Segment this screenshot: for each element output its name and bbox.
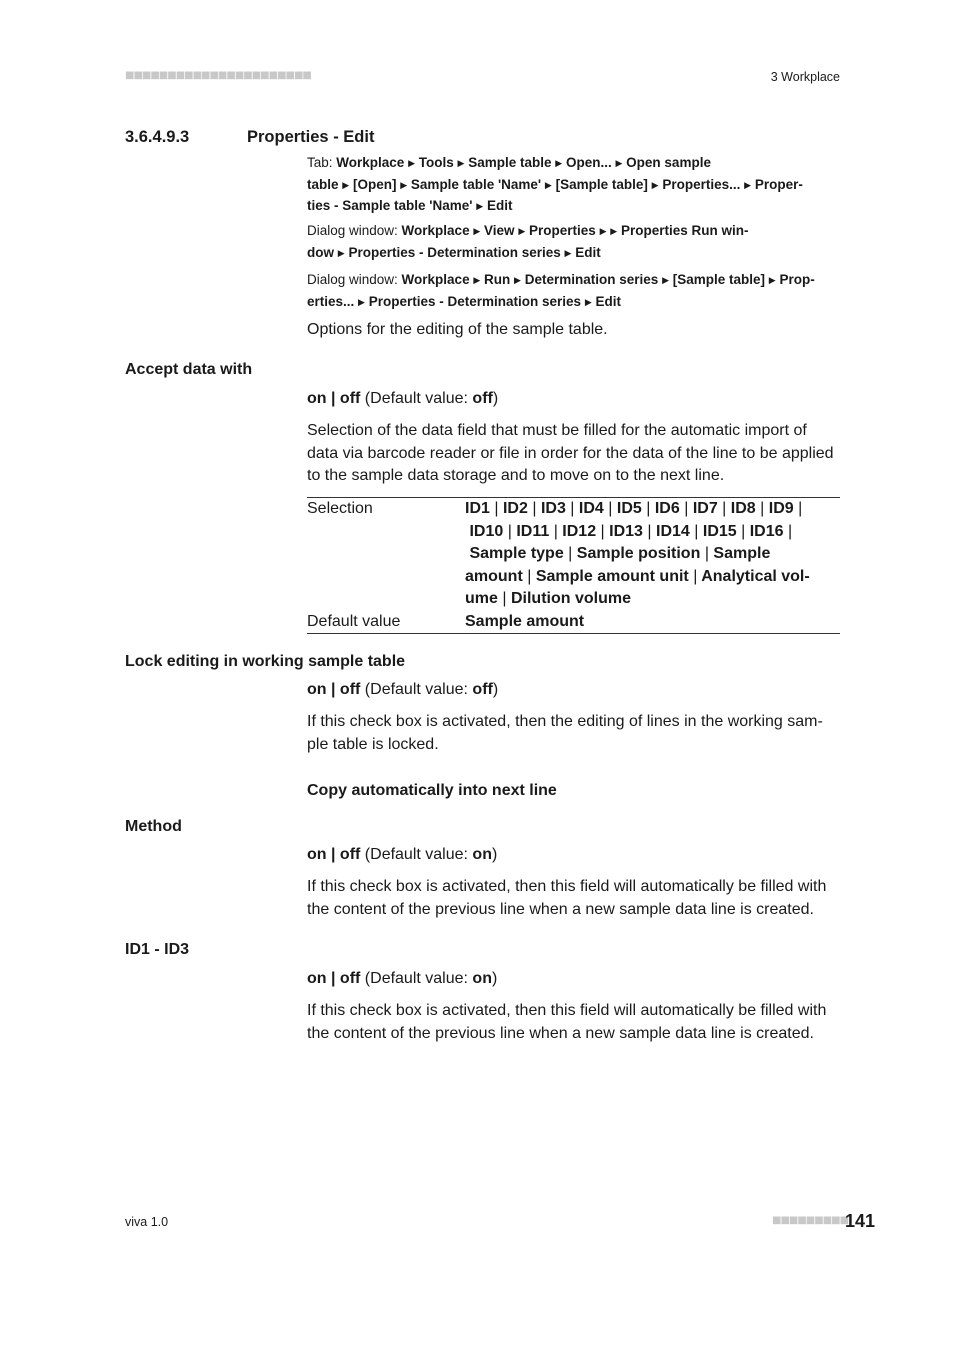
arrow-right-icon: ▶ [564, 247, 572, 258]
default-close: ) [492, 681, 499, 698]
option: ID9 [768, 500, 794, 517]
nav-item: table [307, 176, 339, 192]
table-key-selection: Selection [307, 500, 373, 517]
param-values-method [307, 844, 840, 867]
arrow-right-icon: ▶ [651, 179, 659, 190]
nav-line [307, 270, 840, 292]
arrow-right-icon: ▶ [342, 179, 350, 190]
nav-item: Properties [529, 223, 596, 238]
separator: | [532, 500, 537, 517]
param-title-lock: Lock editing in working sample table [125, 653, 406, 670]
selection-line [465, 521, 840, 544]
separator: | [600, 522, 605, 540]
nav-item: Workplace [401, 272, 470, 287]
nav-item: Edit [486, 198, 513, 213]
value-off: off [339, 390, 361, 407]
arrow-right-icon: ▶ [544, 179, 552, 190]
nav-item: Proper- [754, 176, 803, 192]
separator: | [760, 500, 765, 517]
separator: | [684, 500, 689, 517]
arrow-right-icon: ▶ [610, 226, 618, 236]
value-on: on [307, 681, 327, 698]
nav-item: Open... [565, 155, 612, 170]
default-prefix: (Default value: [360, 970, 473, 987]
arrow-right-icon: ▶ [473, 275, 481, 285]
option: Sample amount unit [535, 567, 689, 585]
nav-item: [Sample table] [555, 176, 648, 192]
page-number: 141 [845, 1211, 876, 1231]
option: ID4 [578, 500, 604, 517]
option: ID12 [562, 522, 597, 540]
nav-path-tab [307, 153, 840, 218]
nav-line [307, 153, 840, 175]
selection-line [465, 566, 840, 589]
option: Sample [713, 545, 771, 562]
default-prefix: (Default value: [360, 681, 473, 698]
param-values-lock [307, 679, 840, 702]
header-decoration: ■■■■■■■■■■■■■■■■■■■■■■ [125, 70, 311, 81]
arrow-right-icon: ▶ [476, 201, 484, 211]
param-values-id13 [307, 968, 840, 991]
nav-line [307, 221, 840, 243]
subsection-heading: Copy automatically into next line [307, 782, 557, 799]
default-close: ) [491, 970, 498, 987]
option: ID5 [616, 500, 642, 517]
separator: | [570, 500, 575, 517]
nav-item: Workplace [336, 155, 405, 170]
nav-item: Properties - Determination series [348, 244, 561, 260]
separator: | [693, 567, 698, 585]
param-desc-id13: If this check box is activated, then this field will automatically be filled with the content of the previous line when a new sample data line is created. [307, 1002, 827, 1042]
intro-text: Options for the editing of the sample table. [307, 321, 608, 338]
selection-table [307, 497, 840, 634]
arrow-right-icon: ▶ [400, 179, 408, 190]
default-prefix: (Default value: [360, 390, 473, 407]
nav-item: dow [307, 244, 334, 260]
nav-item: Properties - Determination series [368, 293, 582, 309]
param-desc-method: If this check box is activated, then this field will automatically be filled with the content of the previous line when a new sample data line is created. [307, 878, 827, 918]
nav-item: [Sample table] [672, 272, 766, 287]
table-row [307, 611, 840, 634]
nav-line [307, 196, 840, 218]
separator: | [527, 567, 532, 585]
option: Dilution volume [510, 590, 631, 607]
default-close: ) [492, 390, 499, 407]
separator: | [704, 545, 709, 562]
option: ID11 [516, 522, 550, 540]
footer-decoration: ■■■■■■■■■ [772, 1215, 849, 1226]
value-sep: | [326, 390, 340, 407]
option: amount [465, 567, 523, 585]
separator: | [507, 522, 512, 540]
nav-item: erties... [307, 293, 355, 309]
option: Sample type [469, 545, 564, 562]
default-value: off [472, 681, 493, 698]
nav-item: Edit [595, 293, 622, 309]
nav-path-dialog-run [307, 270, 840, 313]
separator: | [646, 500, 651, 517]
nav-item: Properties... [662, 176, 741, 192]
value-sep: | [326, 846, 340, 863]
arrow-right-icon: ▶ [518, 226, 526, 236]
table-value-selection [465, 498, 840, 611]
param-values-accept [307, 388, 840, 411]
param-desc-lock: If this check box is activated, then the editing of lines in the working sam-ple table is locked. [307, 713, 823, 753]
value-off: off [339, 681, 361, 698]
arrow-right-icon: ▶ [615, 158, 623, 168]
table-key-default: Default value [307, 612, 401, 630]
selection-line [465, 588, 840, 611]
nav-item: Prop- [779, 272, 815, 287]
value-on: on [307, 970, 327, 987]
arrow-right-icon: ▶ [457, 158, 465, 168]
separator: | [741, 522, 746, 540]
nav-line [307, 175, 840, 197]
option: ID8 [730, 500, 756, 517]
nav-prefix: Dialog window: [307, 223, 402, 238]
option: ID3 [540, 500, 566, 517]
default-prefix: (Default value: [360, 846, 473, 863]
param-desc-accept: Selection of the data field that must be filled for the automatic import of data via barcode reader or file in order for the data of the line to be applied to the sample data storage and to move on to the next line. [307, 422, 834, 484]
option: ID6 [654, 500, 680, 517]
value-on: on [307, 390, 327, 407]
nav-item: Properties Run win- [620, 223, 749, 238]
separator: | [608, 500, 613, 517]
arrow-right-icon: ▶ [744, 179, 752, 190]
nav-item: ties - Sample table 'Name' [307, 198, 473, 213]
option: ID15 [702, 522, 737, 540]
param-title-accept: Accept data with [125, 361, 253, 378]
option: ID14 [656, 522, 690, 540]
option: ID13 [609, 522, 643, 540]
option: ume [465, 590, 498, 607]
selection-line [465, 543, 840, 566]
nav-item: Tools [418, 155, 454, 170]
option: ID16 [749, 522, 784, 540]
separator: | [568, 545, 573, 562]
nav-item: Workplace [401, 223, 470, 238]
separator: | [647, 522, 652, 540]
arrow-right-icon: ▶ [358, 296, 365, 307]
nav-line [307, 243, 840, 265]
footer-product: viva 1.0 [125, 1215, 169, 1229]
separator: | [787, 522, 793, 540]
nav-item: Determination series [524, 272, 659, 287]
nav-prefix: Tab: [307, 155, 337, 170]
section-title: Properties - Edit [247, 128, 375, 146]
option: ID7 [692, 500, 718, 517]
arrow-right-icon: ▶ [662, 275, 669, 285]
table-row [307, 498, 840, 611]
chapter-header: 3 Workplace [770, 70, 840, 84]
nav-item: Run [484, 272, 511, 287]
nav-path-dialog-view [307, 221, 840, 264]
option: Sample position [576, 545, 701, 562]
arrow-right-icon: ▶ [768, 275, 776, 285]
arrow-right-icon: ▶ [514, 275, 521, 285]
separator: | [494, 500, 499, 517]
value-sep: | [326, 970, 340, 987]
arrow-right-icon: ▶ [473, 226, 481, 236]
default-value: off [472, 390, 493, 407]
separator: | [694, 522, 699, 540]
separator: | [502, 590, 507, 607]
nav-item: Open sample [626, 155, 711, 170]
value-sep: | [326, 681, 340, 698]
default-close: ) [491, 846, 498, 863]
arrow-right-icon: ▶ [408, 158, 415, 168]
nav-item: Sample table 'Name' [410, 176, 542, 192]
default-value: on [472, 970, 492, 987]
default-value: on [472, 846, 492, 863]
option: Analytical vol- [701, 567, 810, 585]
separator: | [798, 500, 803, 517]
separator: | [722, 500, 727, 517]
section-number: 3.6.4.9.3 [125, 128, 190, 146]
separator: | [553, 522, 558, 540]
option: ID10 [469, 522, 504, 540]
option: ID2 [502, 500, 528, 517]
value-on: on [307, 846, 327, 863]
nav-line [307, 292, 840, 314]
param-title-id13: ID1 - ID3 [125, 941, 190, 958]
arrow-right-icon: ▶ [584, 296, 592, 307]
nav-item: View [484, 223, 515, 238]
nav-prefix: Dialog window: [307, 272, 402, 287]
arrow-right-icon: ▶ [337, 247, 345, 258]
option: ID1 [465, 500, 490, 517]
nav-item: [Open] [352, 176, 397, 192]
arrow-right-icon: ▶ [599, 226, 607, 236]
arrow-right-icon: ▶ [555, 158, 563, 168]
nav-item: Sample table [468, 155, 552, 170]
param-title-method: Method [125, 818, 182, 835]
table-value-default: Sample amount [465, 612, 585, 630]
value-off: off [339, 846, 361, 863]
value-off: off [339, 970, 361, 987]
selection-line [465, 498, 840, 521]
nav-item: Edit [575, 244, 601, 260]
